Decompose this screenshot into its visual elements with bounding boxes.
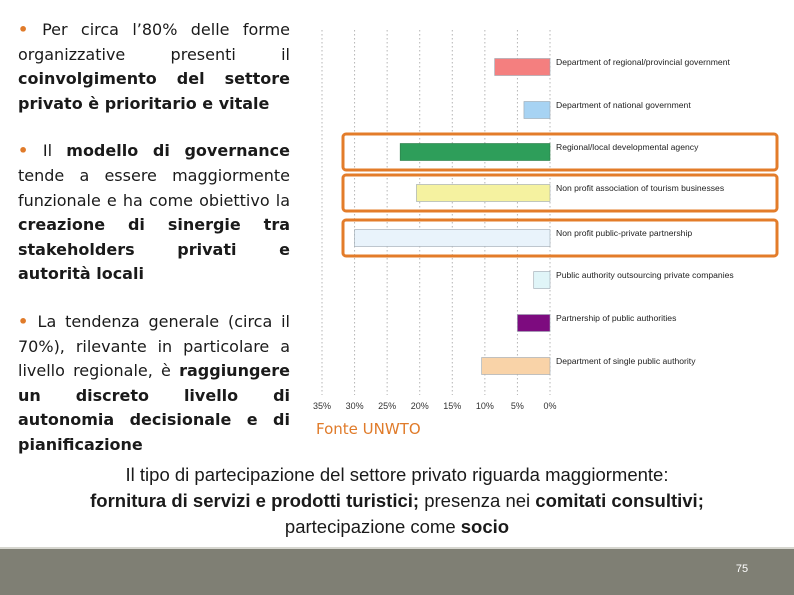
bullet-dot-icon: • [18, 141, 43, 161]
bar [517, 315, 550, 332]
bullet-dot-icon: • [18, 20, 43, 39]
category-label: Public authority outsourcing private companies [556, 270, 734, 280]
bar [495, 59, 550, 76]
category-label: Department of regional/provincial government [556, 57, 730, 67]
page-number: 75 [735, 563, 749, 575]
x-tick-label: 15% [443, 401, 462, 411]
category-label: Department of single public authority [556, 356, 696, 366]
caption [10, 462, 784, 540]
caption-line-2 [10, 488, 784, 514]
bullet-part: tende a essere maggiormente funzionale e ha come obiettivo la [18, 165, 290, 210]
caption-line-1: Il tipo di partecipazione del settore privato riguarda maggiormente: [125, 464, 669, 485]
bar [524, 102, 550, 119]
bar [355, 230, 550, 247]
bullet-part: coinvolgimento del settore privato è prioritario e vitale [18, 69, 290, 113]
x-tick-label: 35% [312, 401, 332, 411]
x-tick-label: 25% [378, 401, 397, 411]
category-label: Non profit public-private partnership [556, 228, 693, 238]
bullet-part: Il [42, 141, 67, 161]
caption-line-3 [10, 514, 784, 540]
bullet-dot-icon: • [18, 311, 38, 331]
bullet-part: creazione di sinergie tra stakeholders privati e autorità locali [18, 215, 290, 284]
x-tick-label: 5% [510, 401, 524, 411]
bar [400, 144, 550, 161]
x-tick-label: 30% [345, 401, 364, 411]
bar [482, 358, 550, 375]
caption-line-2-part: fornitura di servizi e prodotti turistici; [90, 490, 420, 511]
x-tick-label: 0% [543, 401, 557, 411]
footer-bar [0, 549, 794, 595]
caption-line-2-part: presenza nei [419, 490, 536, 511]
category-label: Regional/local developmental agency [556, 142, 699, 152]
source-label: Fonte UNWTO [316, 420, 421, 438]
category-label: Non profit association of tourism businesses [556, 183, 725, 193]
highlight-frame [343, 175, 777, 211]
bullet-part: raggiungere un discreto livello di autonomia decisionale e di pianificazione [18, 361, 290, 454]
caption-line-2-part: comitati consultivi; [535, 490, 704, 511]
bar [534, 272, 550, 289]
category-label: Partnership of public authorities [556, 313, 677, 323]
bullet-part: Per circa l’80% delle forme organizzative presenti il [18, 20, 291, 64]
caption-line-3-part: partecipazione come [284, 516, 461, 537]
x-tick-label: 20% [410, 401, 429, 411]
caption-line-3-part: socio [460, 516, 510, 537]
bullet-part: modello di governance [66, 141, 291, 161]
category-label: Department of national government [556, 100, 691, 110]
x-tick-label: 10% [475, 401, 494, 411]
bullet-part: La tendenza generale (circa il 70%), rilevante in particolare a livello regionale, è [18, 311, 290, 381]
bar [416, 185, 550, 202]
